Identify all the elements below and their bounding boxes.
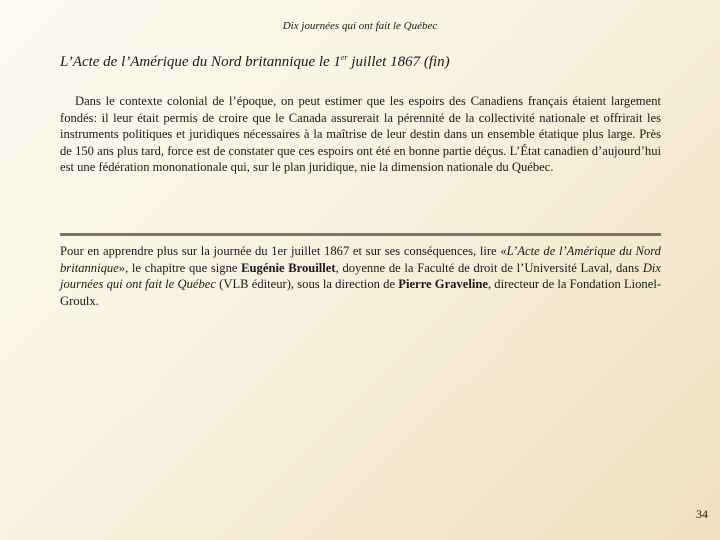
page-number: 34	[696, 507, 708, 521]
note-publisher: (VLB éditeur), sous la direction de	[215, 277, 399, 292]
section-divider	[60, 233, 661, 236]
title-superscript: er	[340, 53, 348, 62]
body-paragraph: Dans le contexte colonial de l’époque, on peut estimer que les espoirs des Canadiens français étaient largement fondés: il leur était permis de croire que le Canada assurerait la pérennité de la collectivité nationale et offrirait les instruments politiques et juridiques nécessaires à la maîtrise de leur destin dans un ensemble étatique plus large. Près de 150 ans plus tard, force est de constater que ces espoirs ont été en bonne partie déçus. L’État canadien d’aujourd’hui est une fédération mononationale qui, sur le plan juridique, nie la dimension nationale du Québec.	[60, 94, 661, 175]
running-header: Dix journées qui ont fait le Québec	[282, 20, 438, 32]
title-main: L’Acte de l’Amérique du Nord britannique le 1	[60, 54, 341, 70]
page-title	[60, 54, 670, 71]
further-reading-note	[60, 243, 661, 309]
note-book-title: L’Acte de l’Amérique du Nord britannique	[60, 244, 661, 275]
note-intro: Pour en apprendre plus sur la journée du 1er juillet 1867 et sur ses conséquences, lire «	[60, 244, 507, 258]
note-author-role: , doyenne de la Faculté de droit de l’Université Laval, dans	[335, 260, 643, 275]
note-editor: Pierre Graveline	[398, 277, 488, 292]
note-collection-title: Dix journées qui ont fait le Québec	[60, 260, 661, 292]
note-editor-role: , directeur de la Fondation Lionel-Groulx.	[60, 277, 662, 308]
note-author: Eugénie Brouillet	[241, 260, 336, 275]
title-rest: juillet 1867 (fin)	[347, 54, 450, 70]
note-after-title: », le chapitre que signe	[118, 260, 242, 275]
